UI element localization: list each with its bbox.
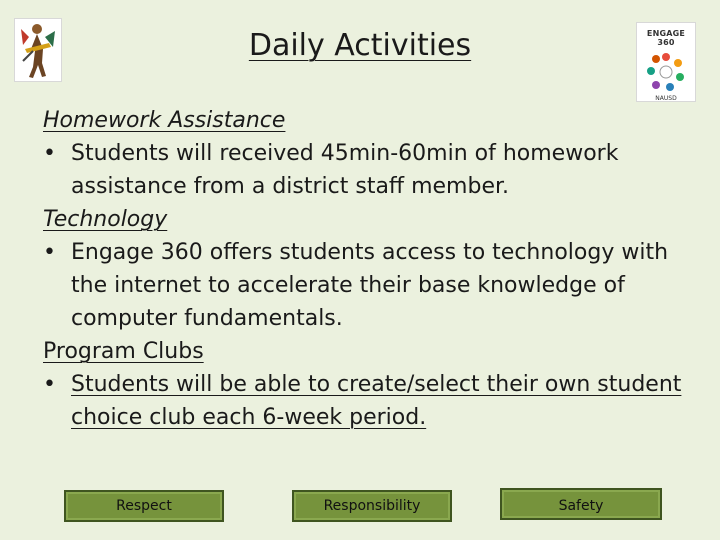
bullet-program-clubs bbox=[43, 368, 693, 434]
bullet-dot: • bbox=[43, 240, 56, 265]
bullet-text-homework: Students will received 45min-60min of homework assistance from a district staff member. bbox=[71, 141, 619, 199]
section-heading-homework: Homework Assistance bbox=[43, 108, 286, 133]
bullet-text-technology: Engage 360 offers students access to technology with the internet to accelerate their base knowledge of computer fundamentals. bbox=[71, 240, 669, 331]
logo-brand-text: ENGAGE 360 bbox=[646, 29, 686, 47]
section-heading-technology: Technology bbox=[43, 207, 168, 232]
respect-button[interactable]: Respect bbox=[64, 490, 224, 522]
activities-list bbox=[43, 104, 693, 434]
page-title: Daily Activities bbox=[248, 28, 472, 63]
bullet-technology bbox=[43, 236, 693, 335]
bullet-dot: • bbox=[43, 141, 56, 166]
bullet-dot: • bbox=[43, 372, 56, 397]
responsibility-button[interactable]: Responsibility bbox=[292, 490, 452, 522]
bullet-text-program-clubs: Students will be able to create/select their own student choice club each 6-week period. bbox=[71, 372, 682, 430]
section-heading-program-clubs: Program Clubs bbox=[43, 339, 204, 364]
logo-sub-text: NAUSD bbox=[655, 95, 677, 102]
safety-button[interactable]: Safety bbox=[500, 488, 662, 520]
bullet-homework bbox=[43, 137, 693, 203]
